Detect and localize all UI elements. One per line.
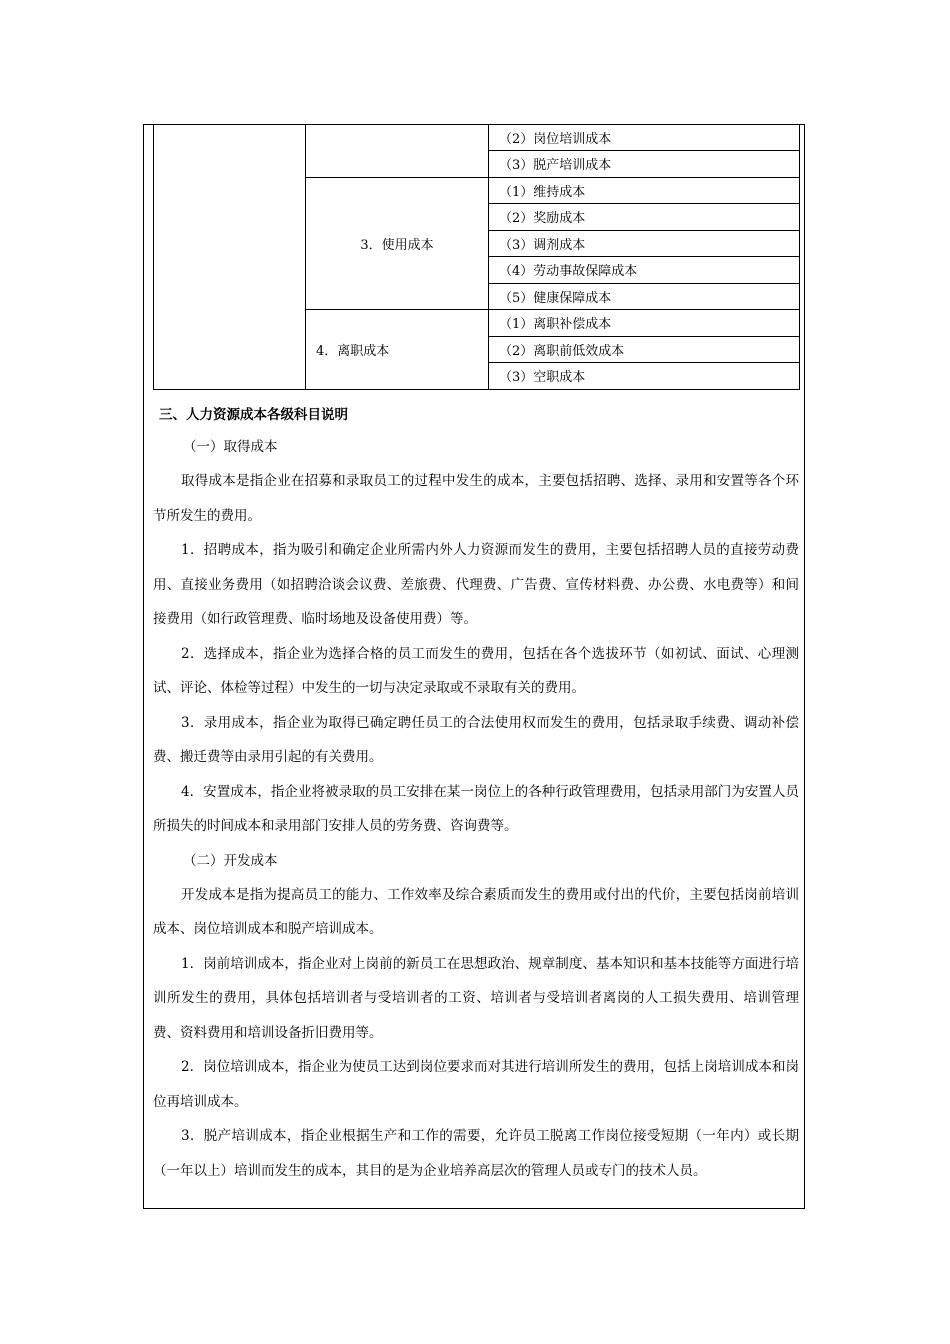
table-cell-item: （2）离职前低效成本 bbox=[489, 336, 800, 363]
body-text bbox=[153, 400, 799, 1188]
table-cell-category-cont bbox=[306, 124, 489, 177]
cost-table bbox=[153, 124, 800, 390]
table-cell-item: （3）调剂成本 bbox=[489, 230, 800, 257]
table-cell-item: （3）空职成本 bbox=[489, 363, 800, 390]
table-cell-item: （2）岗位培训成本 bbox=[489, 124, 800, 151]
paragraph: 2．选择成本，指企业为选择合格的员工而发生的费用，包括在各个选拔环节（如初试、面试、心理测试、评论、体检等过程）中发生的一切与决定录取或不录取有关的费用。 bbox=[153, 645, 799, 696]
paragraph: 2．岗位培训成本，指企业为使员工达到岗位要求而对其进行培训所发生的费用，包括上岗培训成本和岗位再培训成本。 bbox=[153, 1059, 799, 1110]
table-cell-empty bbox=[154, 124, 306, 389]
table-row bbox=[154, 124, 800, 151]
table-cell-item: （3）脱产培训成本 bbox=[489, 151, 800, 178]
subsection-heading-acquisition: （一）取得成本 bbox=[183, 439, 278, 455]
table-cell-item: （4）劳动事故保障成本 bbox=[489, 257, 800, 284]
paragraph: 1．招聘成本，指为吸引和确定企业所需内外人力资源而发生的费用，主要包括招聘人员的直接劳动费用、直接业务费用（如招聘洽谈会议费、差旅费、代理费、广告费、宣传材料费、办公费、水电费等）和间接费用（如行政管理费、临时场地及设备使用费）等。 bbox=[153, 542, 799, 627]
table-cell-item: （1）维持成本 bbox=[489, 177, 800, 204]
table-cell-item: （1）离职补偿成本 bbox=[489, 310, 800, 337]
section-heading: 三、人力资源成本各级科目说明 bbox=[159, 407, 348, 423]
paragraph: 开发成本是指为提高员工的能力、工作效率及综合素质而发生的费用或付出的代价，主要包括岗前培训成本、岗位培训成本和脱产培训成本。 bbox=[153, 886, 799, 937]
paragraph: 3．脱产培训成本，指企业根据生产和工作的需要，允许员工脱离工作岗位接受短期（一年内）或长期（一年以上）培训而发生的成本，其目的是为企业培养高层次的管理人员或专门的技术人员。 bbox=[153, 1128, 799, 1179]
paragraph: 1．岗前培训成本，指企业对上岗前的新员工在思想政治、规章制度、基本知识和基本技能等方面进行培训所发生的费用，具体包括培训者与受培训者的工资、培训者与受培训者离岗的人工损失费用、培训管理费、资料费用和培训设备折旧费用等。 bbox=[153, 955, 799, 1041]
table-cell-item: （2）奖励成本 bbox=[489, 204, 800, 231]
table-cell-item: （5）健康保障成本 bbox=[489, 283, 800, 310]
paragraph: 3．录用成本，指企业为取得已确定聘任员工的合法使用权而发生的费用，包括录取手续费、调动补偿费、搬迁费等由录用引起的有关费用。 bbox=[153, 714, 799, 765]
subsection-heading-development: （二）开发成本 bbox=[183, 852, 278, 869]
paragraph: 4．安置成本，指企业将被录取的员工安排在某一岗位上的各种行政管理费用，包括录用部门为安置人员所损失的时间成本和录用部门安排人员的劳务费、咨询费等。 bbox=[153, 783, 799, 834]
table-cell-category: 4．离职成本 bbox=[306, 310, 489, 390]
table-cell-category: 3．使用成本 bbox=[306, 177, 489, 310]
paragraph: 取得成本是指企业在招募和录取员工的过程中发生的成本，主要包括招聘、选择、录用和安置等各个环节所发生的费用。 bbox=[153, 473, 799, 524]
